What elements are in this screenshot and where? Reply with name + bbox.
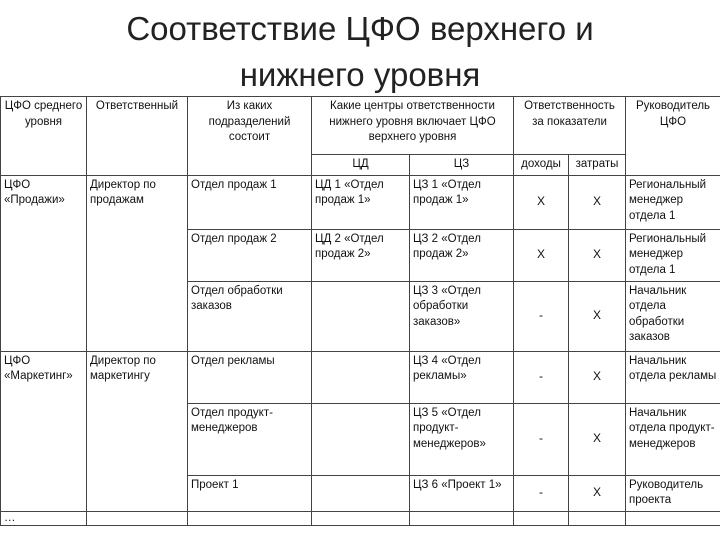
cell-cd: ЦД 2 «Отдел продаж 2» — [312, 229, 410, 281]
cell-costs: Х — [569, 175, 626, 229]
cell-costs — [569, 511, 626, 525]
cell-unit: Проект 1 — [188, 475, 312, 511]
cell-cfo — [1, 281, 87, 351]
cell-responsible — [87, 511, 188, 525]
cell-unit: Отдел продаж 1 — [188, 175, 312, 229]
header-costs: затраты — [569, 155, 626, 176]
cell-costs: Х — [569, 403, 626, 475]
table-row — [1, 229, 720, 281]
cell-cz: ЦЗ 5 «Отдел продукт-менеджеров» — [410, 403, 514, 475]
cell-cz — [410, 511, 514, 525]
cell-head: Руководитель проекта — [626, 475, 720, 511]
cell-costs: Х — [569, 351, 626, 403]
cell-costs: Х — [569, 281, 626, 351]
cell-responsible — [87, 281, 188, 351]
cell-unit: Отдел продаж 2 — [188, 229, 312, 281]
cell-cfo: ЦФО «Продажи» — [1, 175, 87, 229]
cell-income: - — [514, 281, 569, 351]
header-units: Из каких подразделений состоит — [188, 97, 312, 176]
cell-head: Региональный менеджер отдела 1 — [626, 175, 720, 229]
cell-unit: Отдел продукт-менеджеров — [188, 403, 312, 475]
table-row — [1, 475, 720, 511]
cell-costs: Х — [569, 229, 626, 281]
header-responsible: Ответственный — [87, 97, 188, 176]
table-row — [1, 281, 720, 351]
header-cz: ЦЗ — [410, 155, 514, 176]
cell-cfo: … — [1, 511, 87, 525]
cell-cfo — [1, 229, 87, 281]
cell-responsible: Директор по маркетингу — [87, 351, 188, 403]
cell-cd — [312, 281, 410, 351]
cell-cfo — [1, 403, 87, 475]
header-income: доходы — [514, 155, 569, 176]
cell-responsible — [87, 229, 188, 281]
table-row — [1, 351, 720, 403]
cfo-table — [0, 96, 720, 526]
cell-cd — [312, 511, 410, 525]
cell-cd: ЦД 1 «Отдел продаж 1» — [312, 175, 410, 229]
header-cd: ЦД — [312, 155, 410, 176]
cell-head: Региональный менеджер отдела 1 — [626, 229, 720, 281]
cell-cz: ЦЗ 2 «Отдел продаж 2» — [410, 229, 514, 281]
cell-cfo: ЦФО «Маркетинг» — [1, 351, 87, 403]
cell-cfo — [1, 475, 87, 511]
table-row — [1, 175, 720, 229]
cell-income: - — [514, 351, 569, 403]
cell-income: Х — [514, 229, 569, 281]
cell-cd — [312, 403, 410, 475]
cell-responsible: Директор по продажам — [87, 175, 188, 229]
slide-title — [0, 6, 720, 98]
cell-unit: Отдел обработки заказов — [188, 281, 312, 351]
header-row — [1, 97, 720, 155]
table-row — [1, 511, 720, 525]
cell-head: Начальник отдела обработки заказов — [626, 281, 720, 351]
cell-head — [626, 511, 720, 525]
cell-income: - — [514, 475, 569, 511]
cell-cz: ЦЗ 3 «Отдел обработки заказов» — [410, 281, 514, 351]
header-head: Руководитель ЦФО — [626, 97, 720, 176]
slide-title-line-2: нижнего уровня — [239, 56, 481, 93]
cell-income — [514, 511, 569, 525]
cell-responsible — [87, 403, 188, 475]
cell-cz: ЦЗ 6 «Проект 1» — [410, 475, 514, 511]
slide-title-line-1: Соответствие ЦФО верхнего и — [126, 10, 594, 47]
cell-income: - — [514, 403, 569, 475]
cell-cz: ЦЗ 4 «Отдел рекламы» — [410, 351, 514, 403]
header-indicators: Ответственность за показатели — [514, 97, 626, 155]
cell-cz: ЦЗ 1 «Отдел продаж 1» — [410, 175, 514, 229]
cell-head: Начальник отдела рекламы — [626, 351, 720, 403]
table-row — [1, 403, 720, 475]
cell-cd — [312, 351, 410, 403]
header-lower-centers: Какие центры ответственности нижнего уровня включает ЦФО верхнего уровня — [312, 97, 514, 155]
cell-income: Х — [514, 175, 569, 229]
cell-unit — [188, 511, 312, 525]
header-cfo-mid: ЦФО среднего уровня — [1, 97, 87, 176]
cell-cd — [312, 475, 410, 511]
cell-unit: Отдел рекламы — [188, 351, 312, 403]
cell-responsible — [87, 475, 188, 511]
cell-costs: Х — [569, 475, 626, 511]
cell-head: Начальник отдела продукт-менеджеров — [626, 403, 720, 475]
